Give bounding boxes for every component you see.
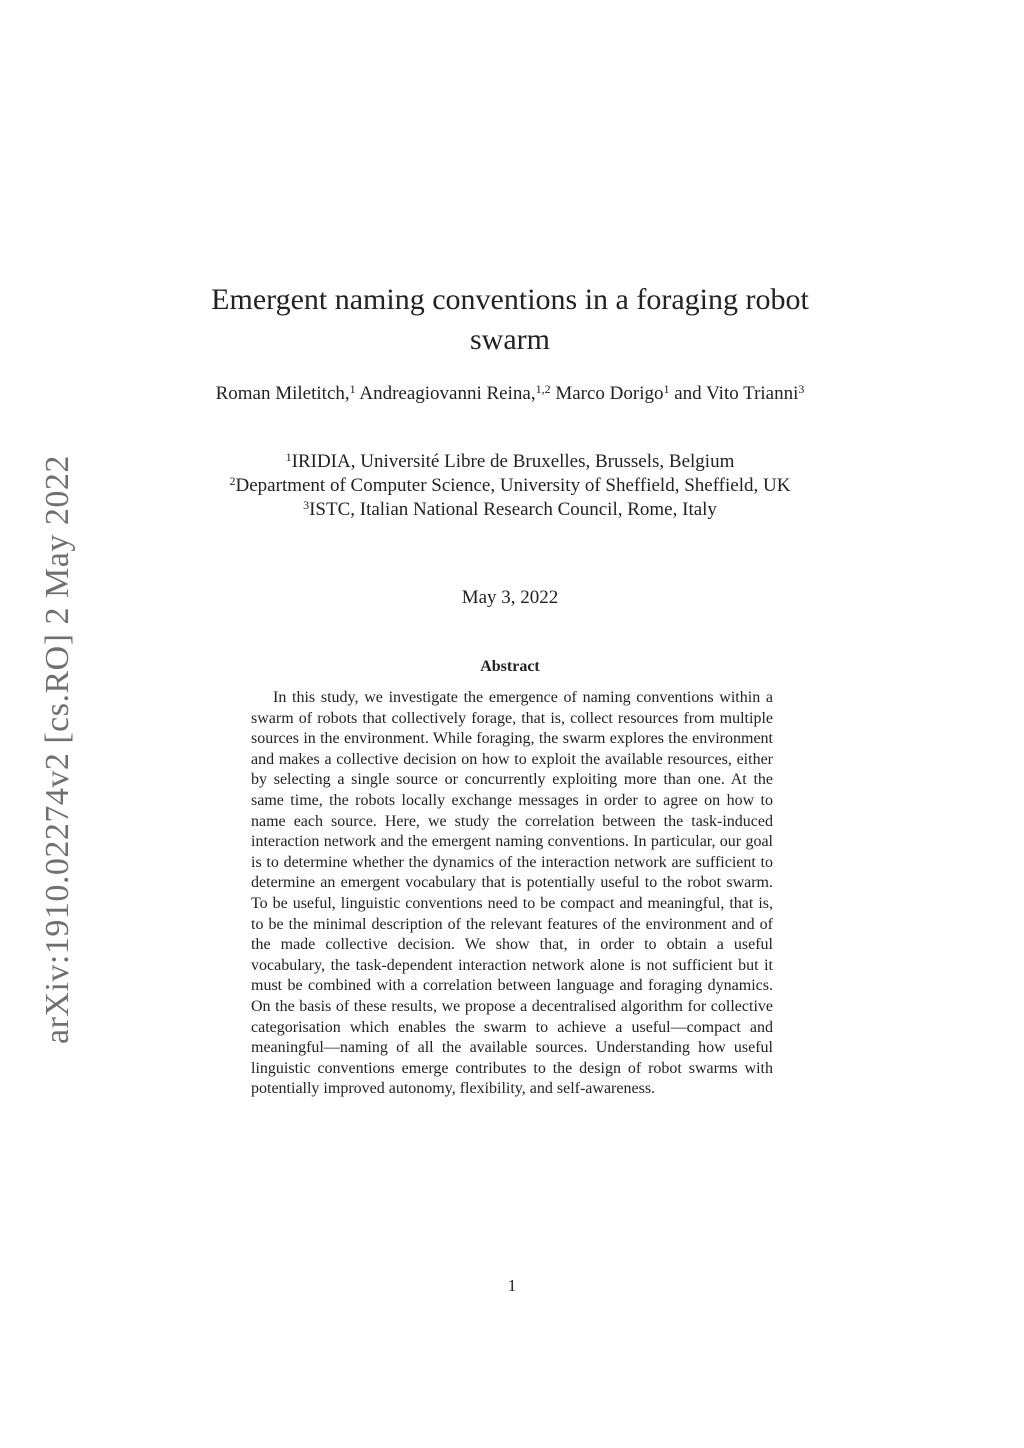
author-name: Andreagiovanni Reina,	[359, 383, 536, 404]
paper-title: Emergent naming conventions in a foraging robot swarm	[211, 283, 809, 356]
affiliation-text: ISTC, Italian National Research Council, Rome, Italy	[309, 499, 717, 520]
affiliation-text: IRIDIA, Université Libre de Bruxelles, Brussels, Belgium	[291, 451, 735, 472]
author-name: Roman Miletitch,	[215, 383, 350, 404]
affiliation-mark: 2	[229, 474, 236, 488]
page-number: 1	[507, 1276, 517, 1295]
author-affil-mark: 1	[349, 382, 356, 396]
author-name: and Vito Trianni	[674, 383, 799, 404]
author-name: Marco Dorigo	[555, 383, 664, 404]
paper-date: May 3, 2022	[461, 587, 559, 608]
affiliation-list	[190, 450, 830, 522]
affiliation	[190, 450, 830, 474]
abstract-body: In this study, we investigate the emergence of naming conventions within a swarm of robots that collectively forage, that is, collect resources from multiple sources in the environment. While foraging, the swarm explores the environment and makes a collective decision on how to exploit the available resources, either by selecting a single source or concurrently exploiting more than one. At the same time, the robots locally exchange messages in order to agree on how to name each source. Here, we study the correlation between the task-induced interaction network and the emergent naming conventions. In particular, our goal is to determine whether the dynamics of the interaction network are sufficient to determine an emergent vocabulary that is potentially useful to the robot swarm. To be useful, linguistic conventions need to be compact and meaningful, that is, to be the minimal description of the relevant features of the environment and of the made collective decision. We show that, in order to obtain a useful vocabulary, the task-dependent interaction network alone is not sufficient but it must be combined with a correlation between language and foraging dynamics. On the basis of these results, we propose a decentralised algorithm for collective categorisation which enables the swarm to achieve a useful—compact and meaningful—naming of all the available sources. Understanding how useful linguistic conventions emerge contributes to the design of robot swarms with potentially improved autonomy, flexibility, and self-awareness.	[251, 689, 773, 1098]
arxiv-side-stamp: arXiv:1910.02274v2 [cs.RO] 2 May 2022	[39, 455, 76, 1044]
author-affil-mark: 1	[663, 382, 670, 396]
affiliation-mark: 1	[285, 450, 292, 464]
affiliation-text: Department of Computer Science, University of Sheffield, Sheffield, UK	[235, 475, 791, 496]
author-list	[190, 382, 830, 406]
affiliation-mark: 3	[303, 498, 310, 512]
author-affil-mark: 3	[798, 382, 805, 396]
affiliation	[190, 498, 830, 522]
affiliation	[190, 474, 830, 498]
abstract-heading: Abstract	[480, 658, 540, 675]
author-affil-mark: 1,2	[535, 382, 551, 396]
